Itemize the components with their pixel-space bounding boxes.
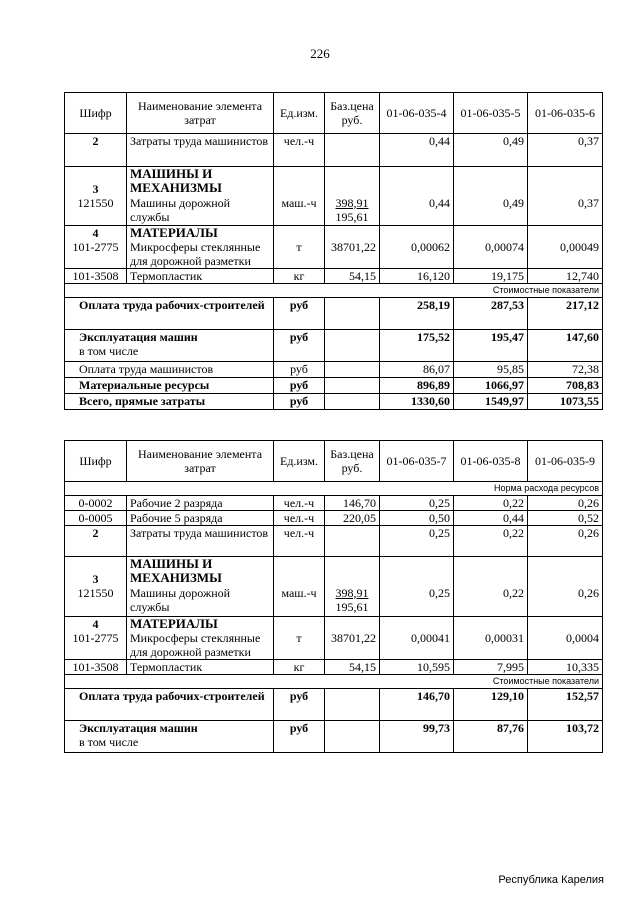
row-name: Машины дорожной службы: [127, 586, 274, 617]
row-value: 0,25: [380, 526, 454, 557]
table-row: [65, 586, 603, 617]
table-row: [65, 226, 603, 241]
row-code: 3: [65, 167, 127, 196]
cost-value: 708,83: [528, 378, 603, 394]
header-col-1: 01-06-035-7: [380, 441, 454, 482]
row-unit: маш.-ч: [274, 586, 325, 617]
row-name: Термопластик: [127, 269, 274, 284]
cost-label: Эксплуатация машин в том числе: [65, 721, 274, 753]
row-unit: чел.-ч: [274, 511, 325, 526]
row-code: 121550: [65, 586, 127, 617]
price-denominator: 195,61: [335, 599, 369, 614]
row-code: 121550: [65, 196, 127, 226]
row-value: 0,00041: [380, 631, 454, 660]
row-price: [325, 134, 380, 167]
table-row: [65, 167, 603, 196]
row-price: 38701,22: [325, 631, 380, 660]
cost-label: Оплата труда машинистов: [65, 362, 274, 378]
row-unit: т: [274, 631, 325, 660]
cost-value: 195,47: [454, 330, 528, 362]
header-col-2: 01-06-035-5: [454, 93, 528, 134]
cost-unit: руб: [274, 330, 325, 362]
cost-unit: руб: [274, 298, 325, 330]
cost-table-1: [64, 92, 603, 410]
row-name: Микросферы стеклянные для дорожной разметки: [127, 240, 274, 269]
cost-row: [65, 362, 603, 378]
cost-row: [65, 378, 603, 394]
header-name: Наименование элемента затрат: [127, 441, 274, 482]
footer-region: Республика Карелия: [498, 874, 604, 886]
header-price: Баз.цена руб.: [325, 93, 380, 134]
header-col-2: 01-06-035-8: [454, 441, 528, 482]
cost-value: 152,57: [528, 689, 603, 721]
table-header-row: [65, 93, 603, 134]
row-value: 0,22: [454, 586, 528, 617]
table-row: [65, 511, 603, 526]
cost-row: [65, 689, 603, 721]
cost-value: 99,73: [380, 721, 454, 753]
row-name: Машины дорожной службы: [127, 196, 274, 226]
row-value: 0,44: [380, 196, 454, 226]
row-code: 101-3508: [65, 269, 127, 284]
row-value: 0,44: [380, 134, 454, 167]
cost-unit: руб: [274, 721, 325, 753]
cost-value: 287,53: [454, 298, 528, 330]
row-code: 2: [65, 526, 127, 557]
section-label: Норма расхода ресурсов: [65, 482, 603, 496]
cost-label: Оплата труда рабочих-строителей: [65, 689, 274, 721]
row-value: 0,52: [528, 511, 603, 526]
row-unit: т: [274, 240, 325, 269]
cost-value: 72,38: [528, 362, 603, 378]
table-row: [65, 269, 603, 284]
cost-label: Оплата труда рабочих-строителей: [65, 298, 274, 330]
price-numerator: 398,91: [335, 195, 369, 210]
table-row: [65, 496, 603, 511]
row-value: 0,00074: [454, 240, 528, 269]
row-name: МАТЕРИАЛЫ: [127, 226, 274, 241]
header-unit: Ед.изм.: [274, 93, 325, 134]
row-name: Термопластик: [127, 660, 274, 675]
row-value: 0,22: [454, 526, 528, 557]
cost-row: [65, 721, 603, 753]
row-name: Микросферы стеклянные для дорожной разметки: [127, 631, 274, 660]
cost-table-2: [64, 440, 603, 753]
header-col-1: 01-06-035-4: [380, 93, 454, 134]
row-name: Затраты труда машинистов: [127, 134, 274, 167]
row-unit: чел.-ч: [274, 134, 325, 167]
cost-row: [65, 330, 603, 362]
row-value: 12,740: [528, 269, 603, 284]
row-value: 0,25: [380, 496, 454, 511]
header-col-3: 01-06-035-9: [528, 441, 603, 482]
cost-row: [65, 394, 603, 410]
row-value: 0,49: [454, 196, 528, 226]
cost-label: Материальные ресурсы: [65, 378, 274, 394]
cost-unit: руб: [274, 362, 325, 378]
cost-unit: руб: [274, 689, 325, 721]
cost-value: 1330,60: [380, 394, 454, 410]
table-row: [65, 557, 603, 586]
row-code: 2: [65, 134, 127, 167]
section-label-row: [65, 284, 603, 298]
cost-value: 896,89: [380, 378, 454, 394]
page-number: 226: [310, 46, 330, 61]
row-value: 0,44: [454, 511, 528, 526]
table-row: [65, 196, 603, 226]
header-col-3: 01-06-035-6: [528, 93, 603, 134]
table-row: [65, 240, 603, 269]
section-label-row: [65, 675, 603, 689]
row-price: [325, 196, 380, 226]
row-code: 101-2775: [65, 240, 127, 269]
row-price: 38701,22: [325, 240, 380, 269]
price-numerator: 398,91: [335, 585, 369, 600]
table-row: [65, 617, 603, 632]
row-value: 0,49: [454, 134, 528, 167]
row-value: 16,120: [380, 269, 454, 284]
row-value: 0,00049: [528, 240, 603, 269]
section-label-row: [65, 482, 603, 496]
header-code: Шифр: [65, 441, 127, 482]
header-code: Шифр: [65, 93, 127, 134]
cost-value: 146,70: [380, 689, 454, 721]
row-price: [325, 526, 380, 557]
cost-value: 86,07: [380, 362, 454, 378]
row-price: 54,15: [325, 269, 380, 284]
row-name: Затраты труда машинистов: [127, 526, 274, 557]
row-value: 19,175: [454, 269, 528, 284]
row-value: 0,26: [528, 496, 603, 511]
cost-value: 217,12: [528, 298, 603, 330]
row-unit: чел.-ч: [274, 496, 325, 511]
row-price: 220,05: [325, 511, 380, 526]
cost-unit: руб: [274, 394, 325, 410]
row-code: 3: [65, 557, 127, 586]
section-label: Стоимостные показатели: [65, 284, 603, 298]
header-name: Наименование элемента затрат: [127, 93, 274, 134]
header-unit: Ед.изм.: [274, 441, 325, 482]
cost-value: 129,10: [454, 689, 528, 721]
row-value: 0,00031: [454, 631, 528, 660]
row-name: Рабочие 2 разряда: [127, 496, 274, 511]
row-value: 0,0004: [528, 631, 603, 660]
row-code: 0-0005: [65, 511, 127, 526]
row-value: 0,50: [380, 511, 454, 526]
row-price: 54,15: [325, 660, 380, 675]
row-value: 0,00062: [380, 240, 454, 269]
cost-value: 1549,97: [454, 394, 528, 410]
section-label: Стоимостные показатели: [65, 675, 603, 689]
row-price: 146,70: [325, 496, 380, 511]
row-unit: кг: [274, 660, 325, 675]
row-code: 0-0002: [65, 496, 127, 511]
row-code: 4: [65, 617, 127, 632]
row-unit: чел.-ч: [274, 526, 325, 557]
row-code: 101-3508: [65, 660, 127, 675]
price-denominator: 195,61: [335, 209, 369, 224]
row-price: [325, 586, 380, 617]
cost-value: 1066,97: [454, 378, 528, 394]
row-value: 0,26: [528, 586, 603, 617]
row-value: 0,25: [380, 586, 454, 617]
row-unit: маш.-ч: [274, 196, 325, 226]
cost-label: Всего, прямые затраты: [65, 394, 274, 410]
cost-label: Эксплуатация машин в том числе: [65, 330, 274, 362]
row-value: 0,26: [528, 526, 603, 557]
cost-unit: руб: [274, 378, 325, 394]
row-code: 101-2775: [65, 631, 127, 660]
cost-value: 1073,55: [528, 394, 603, 410]
row-name: МАТЕРИАЛЫ: [127, 617, 274, 632]
row-value: 0,22: [454, 496, 528, 511]
row-name: МАШИНЫ И МЕХАНИЗМЫ: [127, 167, 274, 196]
cost-value: 103,72: [528, 721, 603, 753]
table-row: [65, 134, 603, 167]
row-value: 10,595: [380, 660, 454, 675]
table-row: [65, 526, 603, 557]
cost-value: 95,85: [454, 362, 528, 378]
cost-value: 258,19: [380, 298, 454, 330]
table-header-row: [65, 441, 603, 482]
row-value: 0,37: [528, 134, 603, 167]
row-code: 4: [65, 226, 127, 241]
table-row: [65, 660, 603, 675]
row-name: МАШИНЫ И МЕХАНИЗМЫ: [127, 557, 274, 586]
cost-value: 147,60: [528, 330, 603, 362]
header-price: Баз.цена руб.: [325, 441, 380, 482]
cost-row: [65, 298, 603, 330]
table-row: [65, 631, 603, 660]
row-name: Рабочие 5 разряда: [127, 511, 274, 526]
row-value: 7,995: [454, 660, 528, 675]
row-value: 0,37: [528, 196, 603, 226]
row-value: 10,335: [528, 660, 603, 675]
cost-value: 175,52: [380, 330, 454, 362]
cost-value: 87,76: [454, 721, 528, 753]
row-unit: кг: [274, 269, 325, 284]
